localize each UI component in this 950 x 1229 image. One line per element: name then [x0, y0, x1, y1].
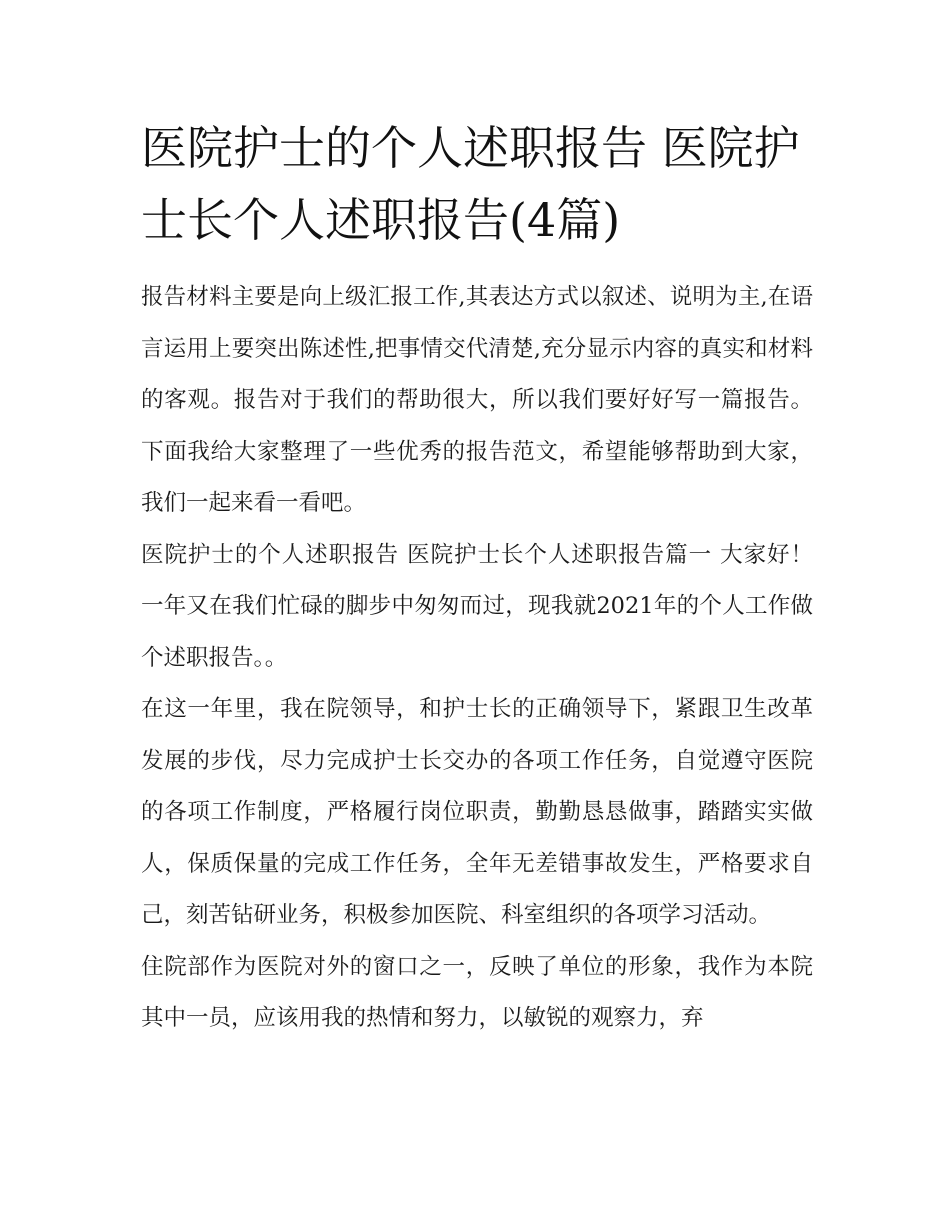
paragraph-inpatient: 住院部作为医院对外的窗口之一，反映了单位的形象，我作为本院其中一员，应该用我的热情和努力，以敏锐的观察力，弃: [141, 953, 813, 1031]
paragraph-intro: 报告材料主要是向上级汇报工作,其表达方式以叙述、说明为主,在语言运用上要突出陈述性,把事情交代清楚,充分显示内容的真实和材料的客观。报告对于我们的帮助很大，所以我们要好好写一篇报告。下面我给大家整理了一些优秀的报告范文，希望能够帮助到大家，我们一起来看一看吧。: [141, 284, 813, 516]
paragraph-work-summary: 在这一年里，我在院领导，和护士长的正确领导下，紧跟卫生改革发展的步伐，尽力完成护士长交办的各项工作任务，自觉遵守医院的各项工作制度，严格履行岗位职责，勤勤恳恳做事，踏踏实实做人，保质保量的完成工作任务，全年无差错事故发生，严格要求自己，刻苦钻研业务，积极参加医院、科室组织的各项学习活动。: [141, 696, 813, 928]
paragraph-greeting: 医院护士的个人述职报告 医院护士长个人述职报告篇一 大家好！ 一年又在我们忙碌的脚步中匆匆而过，现我就2021年的个人工作做个述职报告。。: [141, 541, 813, 671]
document-title: 医院护士的个人述职报告 医院护士长个人述职报告(4篇): [141, 121, 800, 247]
document-content: [141, 112, 813, 1045]
